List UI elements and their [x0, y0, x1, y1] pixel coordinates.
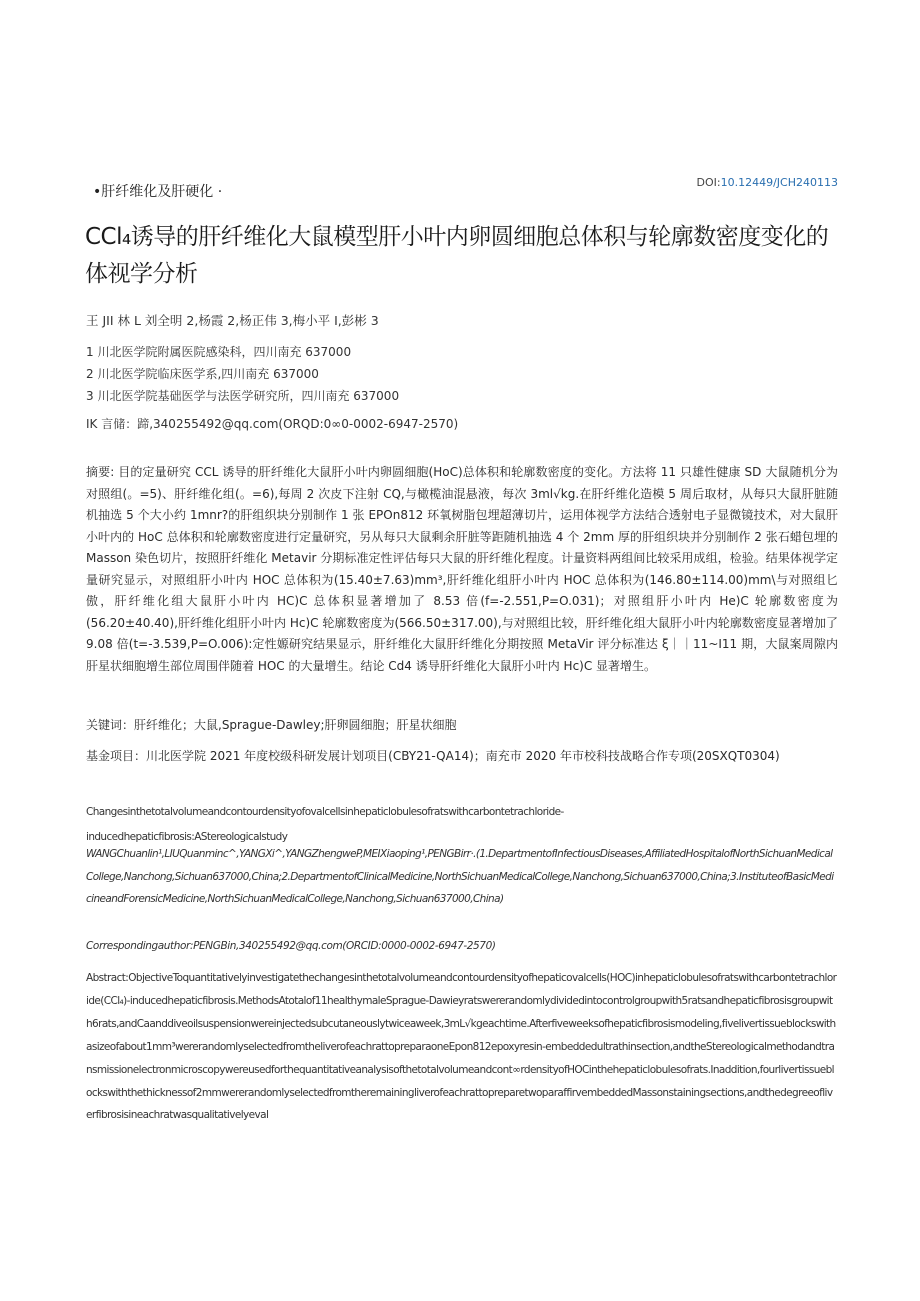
affiliation-1: 1 川北医学院附属医院感染科，四川南充 637000 — [86, 345, 352, 359]
funding: 基金项目：川北医学院 2021 年度校级科研发展计划项目(CBY21-QA14)；南充市 2020 年市校科技战略合作专项(20SXQT0304) — [86, 749, 780, 763]
doi — [697, 176, 838, 189]
affiliation-list — [86, 341, 399, 407]
affiliation-3: 3 川北医学院基础医学与法医学研究所，四川南充 637000 — [86, 389, 400, 403]
doi-link[interactable]: 10.12449/JCH240113 — [720, 176, 838, 189]
english-authors-affiliations: WANGChuanlin¹,LIUQuanminc^,YANGXi^,YANGZhengweP,MEIXiaoping¹,PENGBirr·.(1.DepartmentofInfectiousDiseases,AffiliatedHospitalofNorthSichuanMedicalCollege,Nanchong,Sichuan637000,China;2.DepartmentofClinicalMedicine,NorthSichuanMedicalCollege,Nanchong,Sichuan637000,China;3.InstituteofBasicMedicineandForensicMedicine,NorthSichuanMedicalCollege,Nanchong,Sichuan637000,China) — [86, 848, 834, 905]
english-corresponding-author: Correspondingauthor:PENGBin,340255492@qq.com(ORCID:0000-0002-6947-2570) — [86, 940, 496, 952]
english-abstract: Abstract:ObjectiveToquantitativelyinvestigatethechangesinthetotalvolumeandcontourdensityofhepaticovalcells(HOC)inhepaticlobulesofratswithcarbontetrachloride(CCl₄)-inducedhepaticfibrosis.MethodsAtotalof11healthymaleSprague-Dawieyratswererandomlydividedintocontrolgroupwith5ratsandhepaticfibrosisgroupwith6rats,andCaanddiveoilsuspensionwereinjectedsubcutaneouslytwiceaweek,3mL√kgeachtime.Afterfiveweeksofhepaticfibrosismodeling,fivelivertissueblockswithasizeofabout1mm³wererandomlyselectedfromtheliverofeachrattopreparaoneEpon812epoxyresin-embeddedultrathinsection,andtheStereologicalmethodandtransmissionelectronmicroscopywereusedforthequantitativeanalysisofthetotalvolumeandcont∞rdensityofHOCinthehepaticlobulesofrats.Inaddition,fourlivertissueblockswiththethicknessof2mmwererandomlyselectedfromtheremainingliverofeachrattopreparetwoparaffirvembeddedMassonstainingsections,andthedegreeofliverfibrosisineachratwasqualitativelyeval — [86, 972, 837, 1122]
corresponding-author: IK 言储：蹄,340255492@qq.com(ORQD:0∞0-0002-6947-2570) — [86, 417, 459, 431]
affiliation-2: 2 川北医学院临床医学系,四川南充 637000 — [86, 367, 319, 381]
english-title-line-2: inducedhepaticfibrosis:AStereologicalstudy — [86, 831, 288, 843]
english-title-line-1: Changesinthetotalvolumeandcontourdensityofovalcellsinhepaticlobulesofratswithcarbontetrachloride- — [86, 806, 564, 818]
author-list: 王 JII 林 L 刘全明 2,杨霞 2,杨正伟 3,梅小平 I,彭彬 3 — [86, 313, 379, 328]
article-title: CCl₄诱导的肝纤维化大鼠模型肝小叶内卵圆细胞总体积与轮廓数密度变化的体视学分析 — [85, 224, 829, 287]
doi-label: DOI: — [696, 176, 721, 189]
keywords: 关键词：肝纤维化；大鼠,Sprague-Dawley;肝卵圆细胞；肝星状细胞 — [86, 718, 457, 732]
abstract-zh: 摘要: 目的定量研究 CCL 诱导的肝纤维化大鼠肝小叶内卵圆细胞(HoC)总体积和轮廓数密度的变化。方法将 11 只雄性健康 SD 大鼠随机分为对照组(。=5)、肝纤维化组(。=6),每周 2 次皮下注射 CQ,与橄榄油混悬液，每次 3ml√kg.在肝纤维化造模 5 周后取材，从每只大鼠肝脏随机抽选 5 个大小约 1mnr?的肝组织块分别制作 1 张 EPOn812 环氧树脂包埋超薄切片，运用体视学方法结合透射电子显微镜技术，对大鼠肝小叶内的 HoC 总体积和轮廓数密度进行定量研究，另从每只大鼠剩余肝脏等距随机抽选 4 个 2mm 厚的肝组织块并分别制作 2 张石蜡包埋的 Masson 染色切片，按照肝纤维化 Metavir 分期标准定性评估每只大鼠的肝纤维化程度。计量资料两组间比较采用成组，检验。结果体视学定量研究显示，对照组肝小叶内 HOC 总体积为(15.40±7.63)mm³,肝纤维化组肝小叶内 HOC 总体积为(146.80±114.00)mm\与对照组匕傲，肝纤维化组大鼠肝小叶内 HC)C 总体积显著增加了 8.53 倍(f=-2.551,P=O.031)；对照组肝小叶内 He)C 轮廓数密度为(56.20±40.40),肝纤维化组肝小叶内 Hc)C 轮廓数密度为(566.50±317.00),与对照组比较，肝纤维化组大鼠肝小叶内轮廓数密度显著增加了 9.08 倍(t=-3.539,P=O.006):定性嫄研究结果显示，肝纤维化大鼠肝纤维化分期按照 MetaVir 评分标准达 ξ｜｜11~I11 期，大鼠案周隙内肝星状细胞增生部位周围伴随着 HOC 的大量增生。结论 Cd4 诱导肝纤维化大鼠肝小叶内 Hc)C 显著增生。 — [86, 465, 838, 673]
column-tag: •肝纤维化及肝硬化 · — [93, 184, 223, 200]
